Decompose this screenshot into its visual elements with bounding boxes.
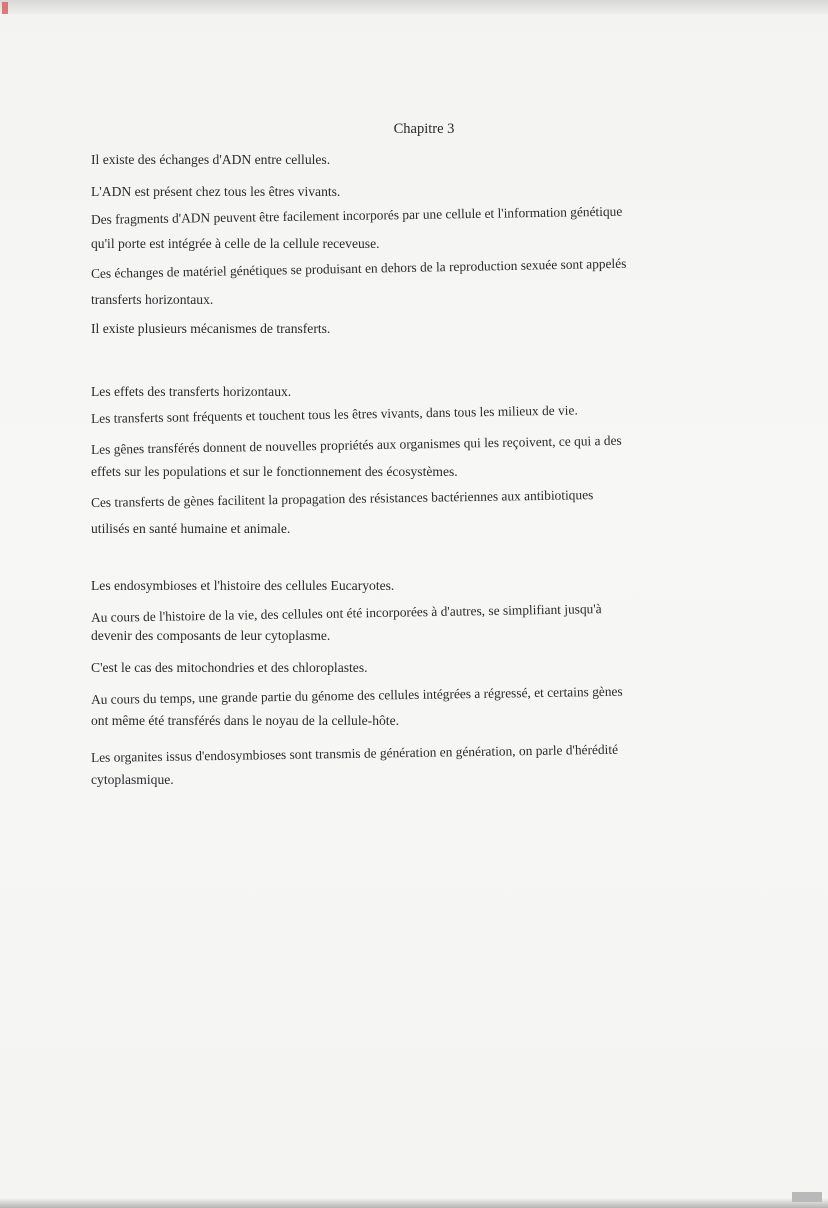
text-line: devenir des composants de leur cytoplasme. xyxy=(91,628,331,643)
text-line: utilisés en santé humaine et animale. xyxy=(91,521,291,536)
text-line: effets sur les populations et sur le fonctionnement des écosystèmes. xyxy=(91,464,458,479)
text-line: qu'il porte est intégrée à celle de la cellule receveuse. xyxy=(91,236,380,251)
text-line: ont même été transférés dans le noyau de la cellule-hôte. xyxy=(91,713,399,728)
section-heading: Les effets des transferts horizontaux. xyxy=(91,384,292,399)
section-heading: Les endosymbioses et l'histoire des cellules Eucaryotes. xyxy=(91,578,395,593)
text-line: Au cours de l'histoire de la vie, des cellules ont été incorporées à d'autres, se simplifiant jusqu'à xyxy=(90,601,602,625)
text-line: Ces transferts de gènes facilitent la propagation des résistances bactériennes aux antibiotiques xyxy=(90,487,594,510)
bottom-shadow xyxy=(0,1198,828,1208)
text-line: cytoplasmique. xyxy=(91,772,174,787)
text-line: Des fragments d'ADN peuvent être facilement incorporés par une cellule et l'information génétique xyxy=(90,203,623,227)
text-line: Les transferts sont fréquents et touchent tous les êtres vivants, dans tous les milieux de vie. xyxy=(90,402,578,426)
text-line: Ces échanges de matériel génétiques se produisant en dehors de la reproduction sexuée sont appelés xyxy=(90,255,627,281)
text-line: Il existe des échanges d'ADN entre cellules. xyxy=(91,152,331,167)
chapter-title: Chapitre 3 xyxy=(393,121,455,137)
corner-shadow-mark xyxy=(792,1192,822,1202)
text-line: C'est le cas des mitochondries et des chloroplastes. xyxy=(91,660,368,675)
text-line: Les organites issus d'endosymbioses sont transmis de génération en génération, on parle d'hérédité xyxy=(90,741,619,765)
text-line: transferts horizontaux. xyxy=(91,292,214,307)
text-line: Au cours du temps, une grande partie du génome des cellules intégrées a régressé, et certains gènes xyxy=(90,683,623,707)
text-line: Les gênes transférés donnent de nouvelles propriétés aux organismes qui les reçoivent, ce qui a des xyxy=(90,432,622,457)
text-line: Il existe plusieurs mécanismes de transferts. xyxy=(91,321,331,336)
text-line: L'ADN est présent chez tous les êtres vivants. xyxy=(91,184,341,199)
